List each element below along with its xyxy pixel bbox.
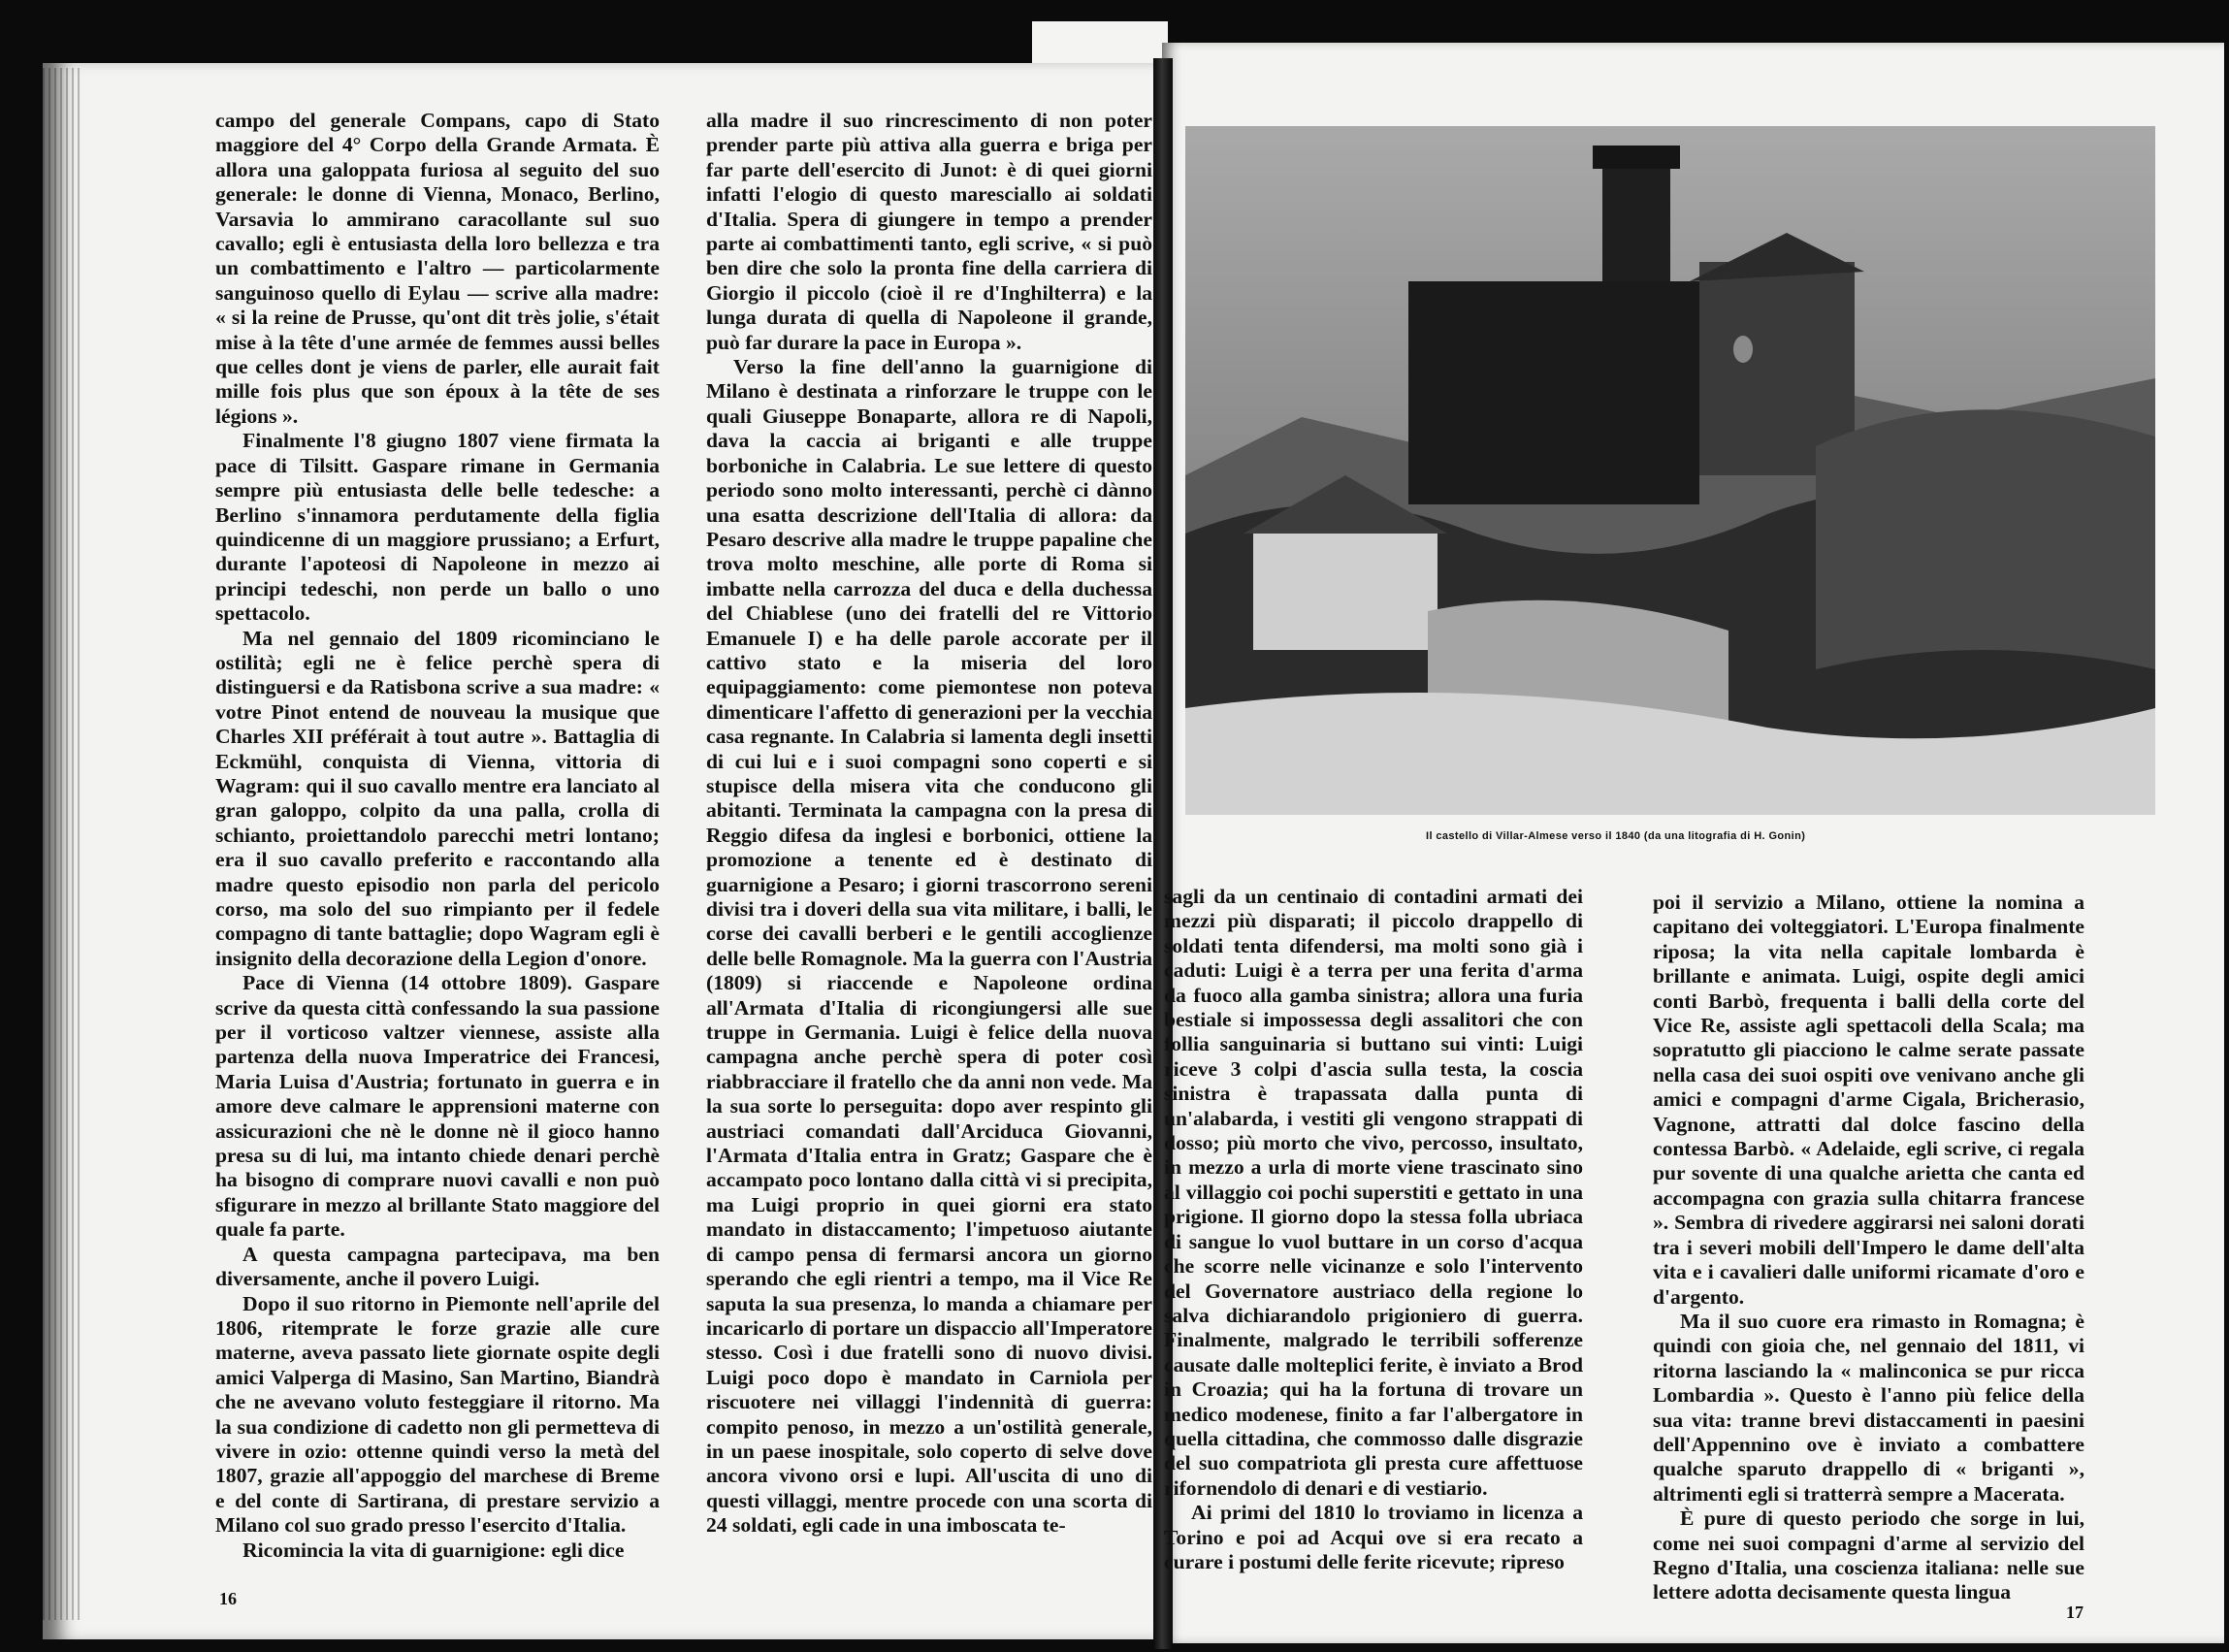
right-column-2 bbox=[1653, 891, 2084, 1605]
paragraph: Pace di Vienna (14 ottobre 1809). Gaspare scrive da questa città confessando la sua passione per il vorticoso valtzer viennese, assiste alla partenza della nuova Imperatrice dei Francesi, Maria Luisa d'Austria; fortunato in guerra e in amore deve calmare le apprensioni materne con assicurazioni che nè le donne nè il gioco hanno presa su di lui, ma intanto chiede denari perchè ha bisogno di comprare nuovi cavalli e non può sfigurare in mezzo al brillante Stato maggiore del quale fa parte. bbox=[215, 971, 660, 1242]
paragraph: Finalmente l'8 giugno 1807 viene firmata la pace di Tilsitt. Gaspare rimane in Germania sempre più entusiasta delle belle tedesche: a Berlino s'innamora perdutamente della figlia quindicenne di un maggiore prussiano; a Erfurt, durante l'apoteosi di Napoleone in mezzo ai principi tedeschi, non perde un ballo o uno spettacolo. bbox=[215, 429, 660, 626]
castle-illustration bbox=[1185, 126, 2155, 815]
paragraph: Ma nel gennaio del 1809 ricominciano le ostilità; egli ne è felice perchè spera di distinguersi e da Ratisbona scrive a sua madre: « votre Pinot entend de nouveau la musique que Charles XII préférait à tout autre ». Battaglia di Eckmühl, conquista di Vienna, vittoria di Wagram: qui il suo cavallo mentre era lanciato al gran galoppo, colpito da una palla, crolla di schianto, proiettandolo parecchi metri lontano; era il suo cavallo preferito e raccontando alla madre questo episodio non parla del pericolo corso, ma solo del suo rimpianto per il fedele compagno di tante battaglie; dopo Wagram egli è insignito della decorazione della Legion d'onore. bbox=[215, 626, 660, 970]
page-number-left: 16 bbox=[219, 1589, 237, 1608]
page-edges bbox=[43, 68, 81, 1620]
paragraph: È pure di questo periodo che sorge in lui, come nei suoi compagni d'arme al servizio del Regno d'Italia, una coscienza italiana: nelle sue lettere adotta decisamente questa lingua bbox=[1653, 1506, 2084, 1604]
paragraph: Dopo il suo ritorno in Piemonte nell'aprile del 1806, ritemprate le forze grazie alle cure materne, aveva passato liete giornate ospite degli amici Valperga di Masino, San Martino, Biandrà che ne avevano voluto festeggiare il ritorno. Ma la sua condizione di cadetto non gli permetteva di vivere in ozio: ottenne quindi verso la metà del 1807, grazie all'appoggio del marchese di Breme e del conte di Sartirana, di prestare servizio a Milano col suo grado presso l'esercito d'Italia. bbox=[215, 1291, 660, 1538]
paragraph: A questa campagna partecipava, ma ben diversamente, anche il povero Luigi. bbox=[215, 1242, 660, 1291]
left-column-1 bbox=[215, 109, 660, 1563]
paragraph: Ricomincia la vita di guarnigione: egli dice bbox=[242, 1538, 625, 1562]
photo-caption: Il castello di Villar-Almese verso il 1840 (da una litografia di H. Gonin) bbox=[1426, 830, 1806, 842]
right-column-1 bbox=[1164, 885, 1583, 1574]
left-column-2 bbox=[706, 109, 1152, 1539]
top-strip bbox=[1032, 21, 1168, 68]
paragraph: sagli da un centinaio di contadini armati dei mezzi più disparati; il piccolo drappello di soldati tenta difendersi, ma molti sono già i caduti: Luigi è a terra per una ferita d'arma da fuoco alla gamba sinistra; allora una furia bestiale si impossessa degli assalitori che con follia sanguinaria si buttano sui vinti: Luigi riceve 3 colpi d'ascia sulla testa, la coscia sinistra è trapassata dalla punta di un'alabarda, i vestiti gli vengono strappati di dosso; più morto che vivo, percosso, insultato, in mezzo a urla di morte viene trascinato sino al villaggio coi pochi superstiti e gettato in una prigione. Il giorno dopo la stessa folla ubriaca di sangue lo vuol buttare in un corso d'acqua che scorre nelle vicinanze e solo l'intervento del Governatore austriaco della regione lo salva dichiarandolo prigioniero di guerra. Finalmente, malgrado le terribili sofferenze causate dalle molteplici ferite, è inviato a Brod in Croazia; qui ha la fortuna di trovare un medico modenese, finito a far l'albergatore in quella cittadina, che commosso dalle disgrazie del suo compatriota gli presta cure affettuose rifornendolo di denari e di vestiario. bbox=[1164, 885, 1583, 1500]
paragraph: poi il servizio a Milano, ottiene la nomina a capitano dei volteggiatori. L'Europa finalmente riposa; la vita nella capitale lombarda è brillante e animata. Luigi, ospite degli amici conti Barbò, frequenta i balli della corte del Vice Re, assiste agli spettacoli della Scala; ma sopratutto gli piacciono le calme serate passate nella casa dei suoi ospiti ove venivano anche gli amici e compagni d'arme Cigala, Bricherasio, Vagnone, attratti dal dolce fascino della contessa Barbò. « Adelaide, egli scrive, ci regala pur sovente di una qualche arietta che canta ed accompagna con grazia sulla chitarra francese ». Sembra di rivedere aggirarsi nei saloni dorati tra i severi mobili dell'Impero le dame dell'alta vita e i cavalieri dalle uniformi ricamate d'oro e d'argento. bbox=[1653, 891, 2084, 1309]
paragraph: Ai primi del 1810 lo troviamo in licenza a Torino e poi ad Acqui ove si era recato a curare i postumi delle ferite ricevute; ripreso bbox=[1164, 1501, 1583, 1573]
castle-photo bbox=[1185, 126, 2155, 815]
paragraph: campo del generale Compans, capo di Stato maggiore del 4° Corpo della Grande Armata. È allora una galoppata furiosa al seguito del suo generale: le donne di Vienna, Monaco, Berlino, Varsavia lo ammirano caracollante sul suo cavallo; egli è entusiasta della loro bellezza e tra un combattimento e l'altro — particolarmente sanguinoso quello di Eylau — scrive alla madre: « si la reine de Prusse, qu'ont dit très jolie, s'était mise à la tête d'une armée de femmes aussi belles que celles dont je viens de parler, elle aurait fait mille fois plus que son époux à la tête de ses légions ». bbox=[215, 109, 660, 428]
page-number-right: 17 bbox=[2066, 1603, 2084, 1622]
paragraph: Ma il suo cuore era rimasto in Romagna; è quindi con gioia che, nel gennaio del 1811, vi ritorna lasciando la « malinconica se pur ricca Lombardia ». Questo è l'anno più felice della sua vita: tranne brevi distaccamenti in paesini dell'Appennino ove è inviato a combattere qualche sparuto drappello di « briganti », altrimenti egli si tratterrà sempre a Macerata. bbox=[1653, 1309, 2084, 1506]
paragraph: alla madre il suo rincrescimento di non poter prender parte più attiva alla guerra e briga per far parte dell'esercito di Junot: è di quei giorni infatti l'elogio di questo maresciallo ai soldati d'Italia. Spera di giungere in tempo a prender parte ai combattimenti tanto, egli scrive, « si può ben dire che solo la pronta fine della carriera di Giorgio il piccolo (cioè il re d'Inghilterra) e la lunga durata di quella di Napoleone il grande, può far durare la pace in Europa ». bbox=[706, 109, 1152, 354]
paragraph: Verso la fine dell'anno la guarnigione di Milano è destinata a rinforzare le truppe con le quali Giuseppe Bonaparte, allora re di Napoli, dava la caccia ai briganti e alle truppe borboniche in Calabria. Le sue lettere di questo periodo sono molto interessanti, perchè ci dànno una esatta descrizione dell'Italia di allora: da Pesaro descrive alla madre le truppe papaline che trova molto meschine, alle porte di Roma si imbatte nella carrozza del duca e della duchessa del Chiablese (uno dei fratelli del re Vittorio Emanuele I) e ha delle parole accorate per il cattivo stato e la miseria del loro equipaggiamento: come piemontese non poteva dimenticare l'affetto di generazioni per la vecchia casa regnante. In Calabria si lamenta degli insetti di cui lui e i suoi compagni sono coperti e si stupisce della misera vita che conducono gli abitanti. Terminata la campagna con la presa di Reggio difesa da inglesi e borbonici, ottiene la promozione a tenente ed è destinato di guarnigione a Pesaro; i giorni trascorrono sereni divisi tra i doveri della sua vita militare, i balli, le corse dei cavalli berberi e le gentili accoglienze delle belle Romagnole. Ma la guerra con l'Austria (1809) si riaccende e Napoleone ordina all'Armata d'Italia di ricongiungersi alle sue truppe in Germania. Luigi è felice della nuova campagna anche perchè spera di poter così riabbracciare il fratello che da anni non vede. Ma la sua sorte lo perseguita: dopo aver respinto gli austriaci comandati dall'Arciduca Giovanni, l'Armata d'Italia entra in Gratz; Gaspare che è accampato poco lontano dalla città vi si precipita, ma Luigi proprio in quei giorni era stato mandato in distaccamento; l'impetuoso aiutante di campo pensa di fermarsi ancora un giorno sperando che egli rientri a tempo, ma il Vice Re saputa la sua presenza, lo manda a chiamare per incaricarlo di portare un dispaccio all'Imperatore stesso. Così i due fratelli sono di nuovo divisi. Luigi poco dopo è mandato in Carniola per riscuotere nei villaggi l'indennità di guerra: compito penoso, in mezzo a un'ostilità generale, in un paese inospitale, solo coperto di selve dove ancora vivono orsi e lupi. All'uscita di uno di questi villaggi, mentre procede con una scorta di 24 soldati, egli cade in una imboscata te- bbox=[706, 355, 1152, 1538]
